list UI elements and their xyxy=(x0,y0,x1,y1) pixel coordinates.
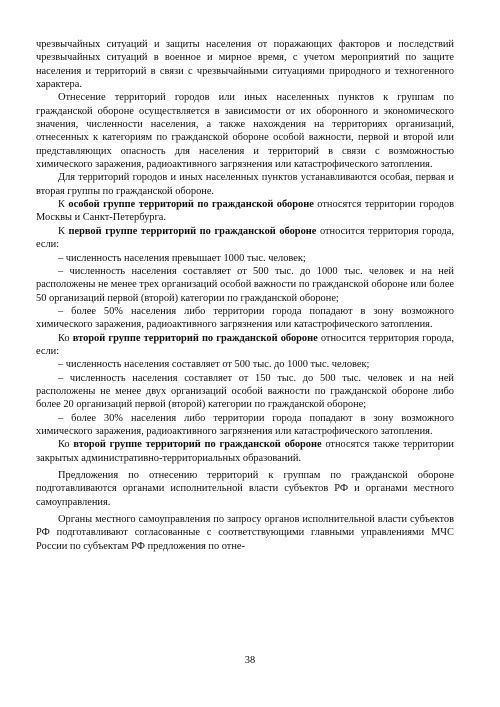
second-group-tail: относится территория города, если: xyxy=(36,332,454,357)
first-group-lead: К xyxy=(58,225,69,237)
first-group-criterion-1: – численность населения превышает 1000 тыс. человек; xyxy=(58,252,306,264)
special-group-term: особой группе территорий по гражданской обороне xyxy=(68,199,314,211)
paragraph-second-group-zato xyxy=(36,438,454,465)
first-group-criterion-3: – более 50% населения либо территории города попадают в зону возможного химического заражения, радиоактивного загрязнения или катастрофического затопления. xyxy=(36,305,454,331)
paragraph-special-group xyxy=(36,198,454,225)
special-group-lead: К xyxy=(58,199,69,211)
first-group-term: первой группе территорий по гражданской обороне xyxy=(68,225,317,237)
second-group-criterion-1: – численность населения составляет от 500 тыс. до 1000 тыс. человек; xyxy=(58,359,370,371)
first-group-criterion-2: – численность населения составляет от 500 тыс. до 1000 тыс. человек и на ней расположены не менее трех организаций особой важности по гражданской обороне или более 50 организаций первой (второй) категории по гражданской обороне; xyxy=(36,265,454,304)
second-group-term: второй группе территорий по гражданской обороне xyxy=(72,332,318,344)
second-group-criterion-2: – численность населения составляет от 150 тыс. до 500 тыс. человек и на ней расположены не менее двух организаций особой важности по гражданской обороне либо более 20 организаций первой (второй) категории по гражданской обороне; xyxy=(36,372,454,411)
second-group-criterion-3: – более 30% населения либо территории города попадают в зону возможного химического заражения, радиоактивного загрязнения или катастрофического затопления. xyxy=(36,412,454,437)
paragraph-local-authorities: Органы местного самоуправления по запросу органов исполнительной власти субъектов РФ подготавливают согласованные с соответствующими главными управлениями МЧС России по субъектам РФ предложения по отне- xyxy=(36,514,454,552)
special-group-tail: относятся территории городов Москвы и Санкт-Петербурга. xyxy=(36,199,454,224)
paragraph-assignment-criteria: Отнесение территорий городов или иных населенных пунктов к группам по гражданской обороне осуществляется в зависимости от их оборонного и экономического значения, численности населения, а также нахождения на территориях организаций, отнесенных к категориям по гражданской обороне особой важности, первой и второй или представляющих опасность для населения и территорий в связи с возможностью химического заражения, радиоактивного загрязнения или катастрофического затопления. xyxy=(36,92,454,171)
paragraph-continuation: чрезвычайных ситуаций и защиты населения от поражающих факторов и последствий чрезвычайных ситуаций в военное и мирное время, с учетом мероприятий по защите населения и территорий в связи с чрезвычайными ситуациями природного и техногенного характера. xyxy=(36,39,454,91)
second-group-lead: Ко xyxy=(58,332,73,344)
paragraph-first-group xyxy=(36,225,454,252)
second-group-zato-term: второй группе территорий по гражданской обороне xyxy=(73,439,322,451)
paragraph-groups-list: Для территорий городов и иных населенных пунктов устанавливаются особая, первая и вторая группы по гражданской обороне. xyxy=(36,172,454,197)
paragraph-second-group xyxy=(36,332,454,359)
second-group-zato-tail: относятся также территории закрытых административно-территориальных образований. xyxy=(36,439,454,464)
paragraph-proposals: Предложения по отнесению территорий к группам по гражданской обороне подготавливаются органами исполнительной власти субъектов РФ и органами местного самоуправления. xyxy=(36,470,454,508)
first-group-tail: относится территория города, если: xyxy=(36,225,454,251)
page-number: 38 xyxy=(244,655,256,666)
body-text xyxy=(36,38,454,553)
second-group-zato-lead: Ко xyxy=(58,439,74,451)
